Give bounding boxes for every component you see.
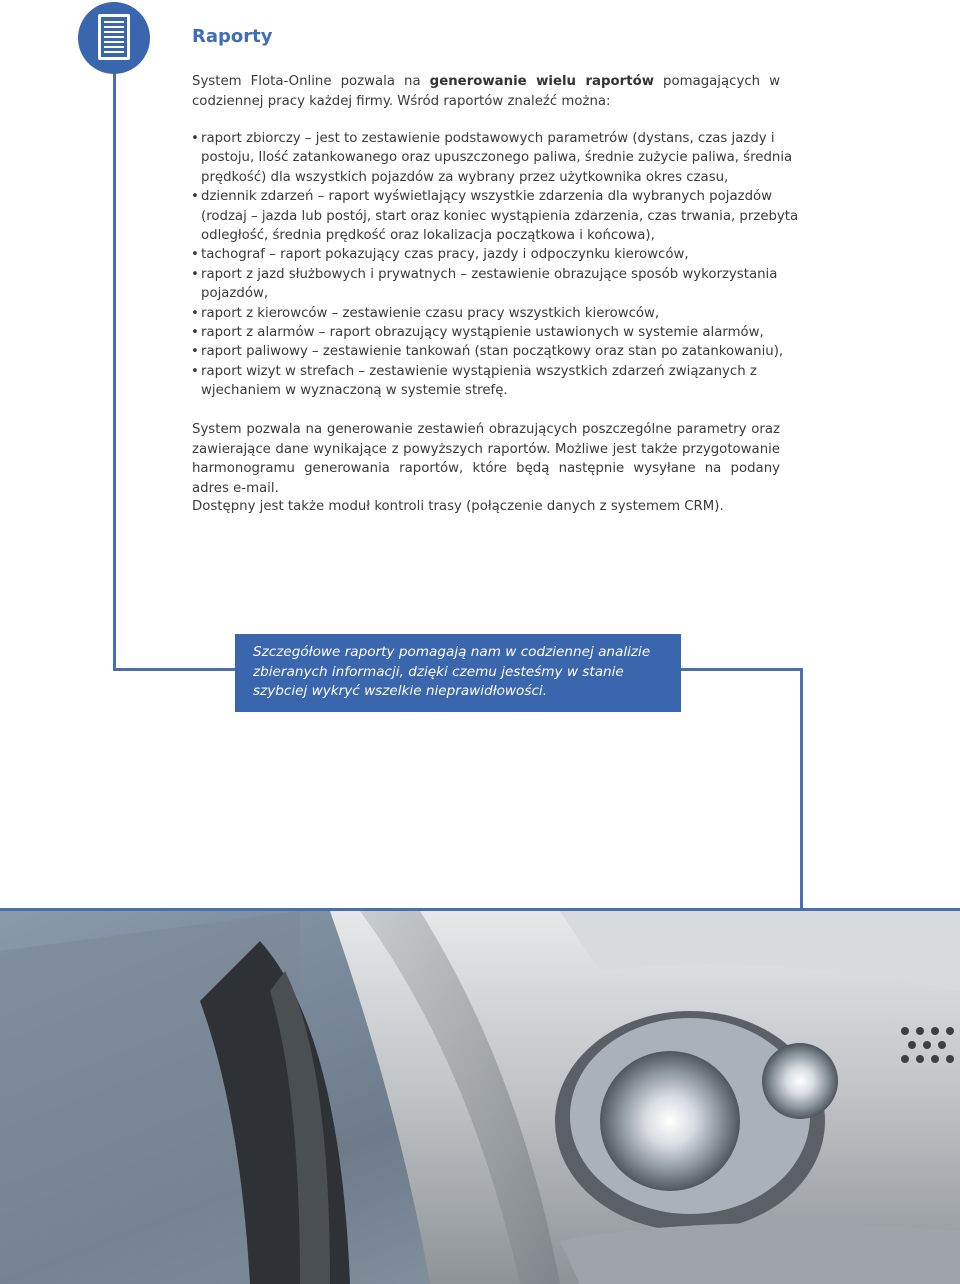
list-item: • raport z alarmów – raport obrazujący wystąpienie ustawionych w systemie alarmów, <box>192 323 802 342</box>
list-item: • raport zbiorczy – jest to zestawienie podstawowych parametrów (dystans, czas jazdy i postoju, Ilość zatankowanego oraz upuszczonego paliwa, średnie zużycie paliwa, średnia prędkość) dla wszystkich pojazdów za wybrany przez użytkownika okres czasu, <box>192 129 802 187</box>
list-item: • raport z kierowców – zestawienie czasu pracy wszystkich kierowców, <box>192 304 802 323</box>
list-item: • dziennik zdarzeń – raport wyświetlający wszystkie zdarzenia dla wybranych pojazdów (rodzaj – jazda lub postój, start oraz koniec wystąpienia zdarzenia, czas trwania, przebyta odległość, średnia prędkość oraz lokalizacja początkowa i końcowa), <box>192 187 802 245</box>
intro-paragraph: System Flota-Online pozwala na generowanie wielu raportów pomagających w codziennej pracy każdej firmy. Wśród raportów znaleźć można: <box>192 74 780 109</box>
report-document-icon <box>78 2 150 74</box>
crm-paragraph: Dostępny jest także moduł kontroli trasy (połączenie danych z systemem CRM). <box>192 499 724 514</box>
report-list <box>192 129 802 401</box>
list-item: • raport z jazd służbowych i prywatnych – zestawienie obrazujące sposób wykorzystania pojazdów, <box>192 265 802 304</box>
page-title: Raporty <box>192 26 273 47</box>
decor-line-left <box>113 70 116 670</box>
callout-text: Szczegółowe raporty pomagają nam w codziennej analizie zbieranych informacji, dzięki czemu jesteśmy w stanie szybciej wykryć wszelkie nieprawidłowości. <box>253 644 651 700</box>
schedule-paragraph: System pozwala na generowanie zestawień obrazujących poszczególne parametry oraz zawierające dane wynikające z powyższych raportów. Możliwe jest także przygotowanie harmonogramu generowania raportów, które będą następnie wysyłane na podany adres e-mail. <box>192 422 780 496</box>
list-item: • tachograf – raport pokazujący czas pracy, jazdy i odpoczynku kierowców, <box>192 245 802 264</box>
list-item: • raport wizyt w strefach – zestawienie wystąpienia wszystkich zdarzeń związanych z wjechaniem w wyznaczoną w systemie strefę. <box>192 362 802 401</box>
truck-headlight-photo <box>0 911 960 1284</box>
list-item: • raport paliwowy – zestawienie tankowań (stan początkowy oraz stan po zatankowaniu), <box>192 342 802 361</box>
callout-box <box>235 634 681 712</box>
decor-line-right <box>800 668 803 910</box>
